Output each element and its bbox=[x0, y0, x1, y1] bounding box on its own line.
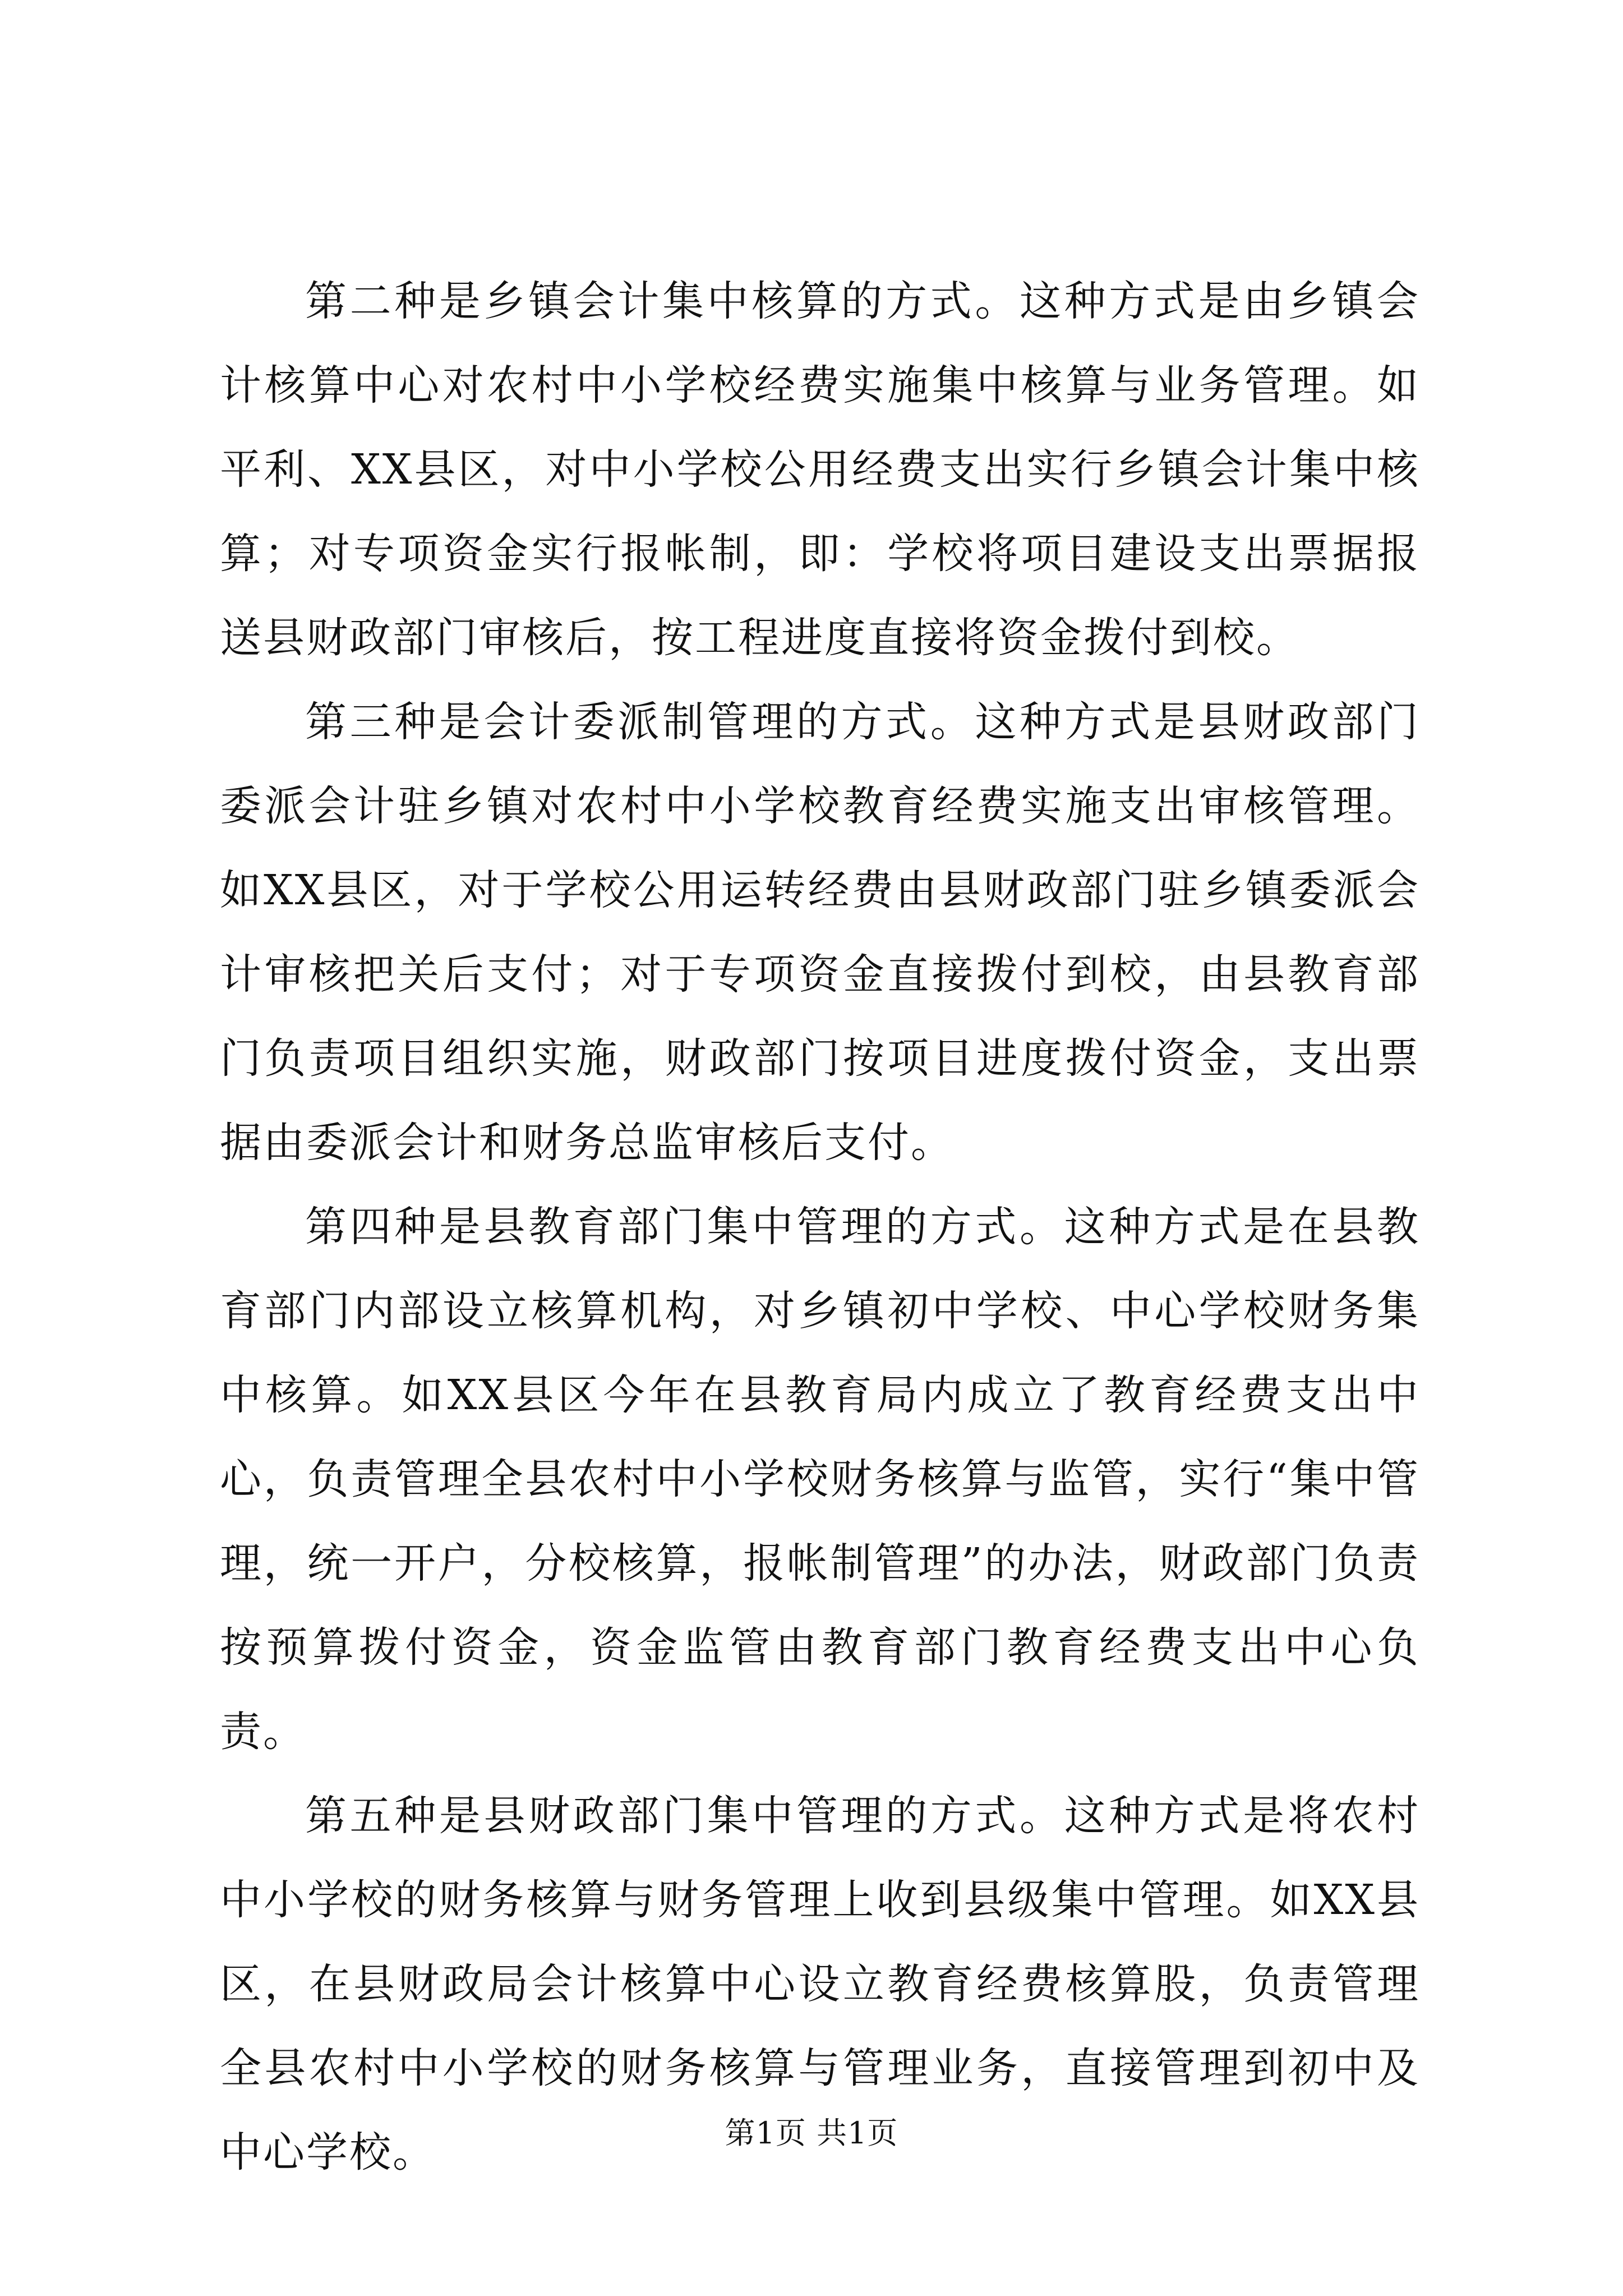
paragraph-third-method: 第三种是会计委派制管理的方式。这种方式是县财政部门委派会计驻乡镇对农村中小学校教育经费实施支出审核管理。如XX县区，对于学校公用运转经费由县财政部门驻乡镇委派会计审核把关后支付；对于专项资金直接拨付到校，由县教育部门负责项目组织实施，财政部门按项目进度拨付资金，支出票据由委派会计和财务总监审核后支付。 bbox=[220, 698, 1420, 1167]
paragraph-second-method: 第二种是乡镇会计集中核算的方式。这种方式是由乡镇会计核算中心对农村中小学校经费实施集中核算与业务管理。如平利、XX县区，对中小学校公用经费支出实行乡镇会计集中核算；对专项资金实行报帐制，即：学校将项目建设支出票据报送县财政部门审核后，按工程进度直接将资金拨付到校。 bbox=[220, 277, 1420, 662]
paragraph-fifth-method: 第五种是县财政部门集中管理的方式。这种方式是将农村中小学校的财务核算与财务管理上收到县级集中管理。如XX县区，在县财政局会计核算中心设立教育经费核算股，负责管理全县农村中小学校的财务核算与管理业务，直接管理到初中及中心学校。 bbox=[220, 1792, 1420, 2177]
document-body bbox=[220, 259, 1420, 2194]
paragraph-fourth-method: 第四种是县教育部门集中管理的方式。这种方式是在县教育部门内部设立核算机构，对乡镇初中学校、中心学校财务集中核算。如XX县区今年在县教育局内成立了教育经费支出中心，负责管理全县农村中小学校财务核算与监管，实行“集中管理，统一开户，分校核算，报帐制管理”的办法，财政部门负责按预算拨付资金，资金监管由教育部门教育经费支出中心负责。 bbox=[220, 1203, 1420, 1756]
page-footer: 第1页 共1页 bbox=[725, 2115, 898, 2151]
